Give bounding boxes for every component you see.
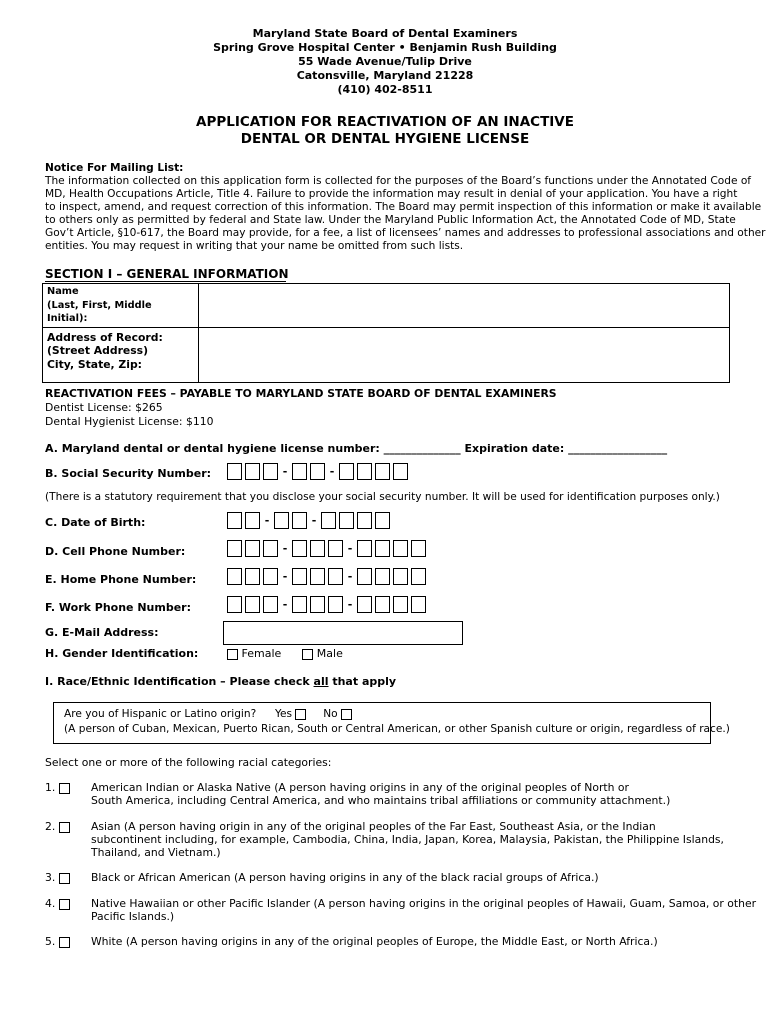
digit-box[interactable] <box>310 568 325 585</box>
hygienist-fee: Dental Hygienist License: $110 <box>45 415 214 428</box>
digit-box[interactable] <box>227 596 242 613</box>
notice-line: The information collected on this application form is collected for the purposes of the Board’s functions under the Annotated Code of <box>45 175 752 187</box>
name-label-cell <box>43 284 199 328</box>
race-checkbox[interactable] <box>59 937 70 948</box>
digit-box[interactable] <box>357 568 372 585</box>
board-phone: (410) 402-8511 <box>337 83 433 96</box>
section1-underline <box>45 281 286 282</box>
digit-box[interactable] <box>393 463 408 480</box>
board-city: Catonsville, Maryland 21228 <box>296 69 474 82</box>
dob-label: C. Date of Birth: <box>45 516 146 529</box>
city-state-zip-label: City, State, Zip: <box>47 357 142 371</box>
digit-box[interactable] <box>375 463 390 480</box>
cell-phone-input[interactable]: - - <box>227 540 429 557</box>
notice-line: Gov’t Article, §10-617, the Board may provide, for a fee, a list of licensees’ names and addresses to professional associations and other <box>45 227 766 239</box>
address-input[interactable] <box>199 327 730 382</box>
address-label: Address of Record: <box>47 330 163 344</box>
gender-options <box>227 647 343 660</box>
digit-box[interactable] <box>411 540 426 557</box>
digit-box[interactable] <box>393 540 408 557</box>
race-checkbox[interactable] <box>59 873 70 884</box>
digit-box[interactable] <box>339 512 354 529</box>
race-item-asian: 2. Asian (A person having origin in any of the original peoples of the Far East, Southeast Asia, or the Indian subcontinent including, for example, Cambodia, China, India, Japan, Korea, Malaysia, Pakistan, the Philippine Islands, Thailand, and Vietnam.) <box>45 820 724 859</box>
license-number-label: A. Maryland dental or dental hygiene license number: ______________ <box>45 442 461 455</box>
digit-box[interactable] <box>245 463 260 480</box>
digit-box[interactable] <box>292 512 307 529</box>
work-phone-label: F. Work Phone Number: <box>45 601 192 614</box>
name-label: Name <box>47 286 79 297</box>
race-item-white: 5. White (A person having origins in any of the original peoples of Europe, the Middle East, or North Africa.) <box>45 935 658 948</box>
mailing-list-notice <box>45 162 766 253</box>
notice-line: to others only as permitted by federal and State law. Under the Maryland Public Information Act, the Annotated Code of MD, State <box>45 214 736 226</box>
digit-box[interactable] <box>393 568 408 585</box>
ssn-label: B. Social Security Number: <box>45 467 212 480</box>
expiration-date-label: Expiration date: __________________ <box>464 442 668 455</box>
race-ethnic-label: I. Race/Ethnic Identification – Please check all that apply <box>45 675 397 688</box>
digit-box[interactable] <box>310 463 325 480</box>
digit-box[interactable] <box>411 596 426 613</box>
digit-box[interactable] <box>245 512 260 529</box>
email-field[interactable] <box>223 621 463 645</box>
digit-box[interactable] <box>321 512 336 529</box>
digit-box[interactable] <box>357 540 372 557</box>
digit-box[interactable] <box>328 596 343 613</box>
race-item-black: 3. Black or African American (A person having origins in any of the black racial groups of Africa.) <box>45 871 599 884</box>
home-phone-input[interactable]: - - <box>227 568 429 585</box>
work-phone-input[interactable]: - - <box>227 596 429 613</box>
form-title-line1: APPLICATION FOR REACTIVATION OF AN INACTIVE <box>196 114 574 130</box>
email-label: G. E-Mail Address: <box>45 626 159 639</box>
digit-box[interactable] <box>227 512 242 529</box>
notice-heading: Notice For Mailing List: <box>45 162 184 174</box>
digit-box[interactable] <box>357 596 372 613</box>
female-label: Female <box>241 647 282 660</box>
gender-label: H. Gender Identification: <box>45 647 199 660</box>
digit-box[interactable] <box>263 596 278 613</box>
female-checkbox[interactable] <box>227 649 238 660</box>
board-street: 55 Wade Avenue/Tulip Drive <box>298 55 472 68</box>
male-label: Male <box>316 647 343 660</box>
dob-input[interactable]: - - <box>227 512 393 529</box>
hispanic-question-box <box>53 702 730 744</box>
digit-box[interactable] <box>375 540 390 557</box>
race-item-american-indian: 1. American Indian or Alaska Native (A person having origins in any of the original peoples of North or South America, including Central America, and who maintains tribal affiliations or community attachment.) <box>45 781 671 807</box>
digit-box[interactable] <box>357 463 372 480</box>
address-label-sub: (Street Address) <box>47 344 149 357</box>
digit-box[interactable] <box>245 540 260 557</box>
digit-box[interactable] <box>375 596 390 613</box>
name-label-sub: (Last, First, Middle Initial): <box>47 299 152 324</box>
name-input[interactable] <box>199 284 730 328</box>
race-checkbox[interactable] <box>59 899 70 910</box>
no-label: No <box>323 708 338 720</box>
male-checkbox[interactable] <box>302 649 313 660</box>
digit-box[interactable] <box>310 596 325 613</box>
digit-box[interactable] <box>263 568 278 585</box>
section1-heading: SECTION I – GENERAL INFORMATION <box>45 267 289 281</box>
board-location: Spring Grove Hospital Center • Benjamin Rush Building <box>213 41 557 54</box>
notice-line: to inspect, amend, and request correction of this information. The Board may permit inspection of this information or make it available <box>45 201 762 213</box>
hispanic-no-checkbox[interactable] <box>341 709 352 720</box>
notice-line: MD, Health Occupations Article, Title 4. Failure to provide the information may result in denial of your application. You have a right <box>45 188 738 200</box>
address-label-cell <box>43 327 199 382</box>
hispanic-question-row <box>64 708 352 720</box>
ssn-input[interactable]: - - <box>227 463 411 480</box>
digit-box[interactable] <box>292 568 307 585</box>
license-number-field[interactable] <box>45 442 667 455</box>
race-checkbox[interactable] <box>59 783 70 794</box>
general-info-table <box>42 283 730 383</box>
notice-line: entities. You may request in writing that your name be omitted from such lists. <box>45 240 464 252</box>
digit-box[interactable] <box>339 463 354 480</box>
digit-box[interactable] <box>411 568 426 585</box>
digit-box[interactable] <box>263 463 278 480</box>
digit-box[interactable] <box>292 540 307 557</box>
hispanic-note: (A person of Cuban, Mexican, Puerto Rican, South or Central American, or other Spanish culture or origin, regardless of race.) <box>64 723 730 735</box>
digit-box[interactable] <box>328 568 343 585</box>
digit-box[interactable] <box>393 596 408 613</box>
digit-box[interactable] <box>263 540 278 557</box>
race-item-pacific-islander: 4. Native Hawaiian or other Pacific Islander (A person having origins in the original peoples of Hawaii, Guam, Samoa, or other Pacific Islands.) <box>45 897 757 923</box>
dentist-fee: Dentist License: $265 <box>45 401 163 414</box>
digit-box[interactable] <box>227 568 242 585</box>
digit-box[interactable] <box>227 540 242 557</box>
digit-box[interactable] <box>292 596 307 613</box>
digit-box[interactable] <box>310 540 325 557</box>
digit-box[interactable] <box>227 463 242 480</box>
yes-label: Yes <box>274 708 293 720</box>
form-title-line2: DENTAL OR DENTAL HYGIENE LICENSE <box>240 131 530 147</box>
race-intro: Select one or more of the following racial categories: <box>45 756 332 769</box>
digit-box[interactable] <box>328 540 343 557</box>
digit-box[interactable] <box>245 596 260 613</box>
ssn-note: (There is a statutory requirement that you disclose your social security number. It will be used for identification purposes only.) <box>45 491 720 503</box>
digit-box[interactable] <box>357 512 372 529</box>
digit-box[interactable] <box>292 463 307 480</box>
race-checkbox[interactable] <box>59 822 70 833</box>
fees-heading: REACTIVATION FEES – PAYABLE TO MARYLAND STATE BOARD OF DENTAL EXAMINERS <box>45 387 557 400</box>
hispanic-question: Are you of Hispanic or Latino origin? <box>64 708 257 720</box>
cell-phone-label: D. Cell Phone Number: <box>45 545 186 558</box>
home-phone-label: E. Home Phone Number: <box>45 573 197 586</box>
digit-box[interactable] <box>375 568 390 585</box>
digit-box[interactable] <box>375 512 390 529</box>
digit-box[interactable] <box>274 512 289 529</box>
board-name: Maryland State Board of Dental Examiners <box>252 27 518 40</box>
digit-box[interactable] <box>245 568 260 585</box>
hispanic-yes-checkbox[interactable] <box>295 709 306 720</box>
